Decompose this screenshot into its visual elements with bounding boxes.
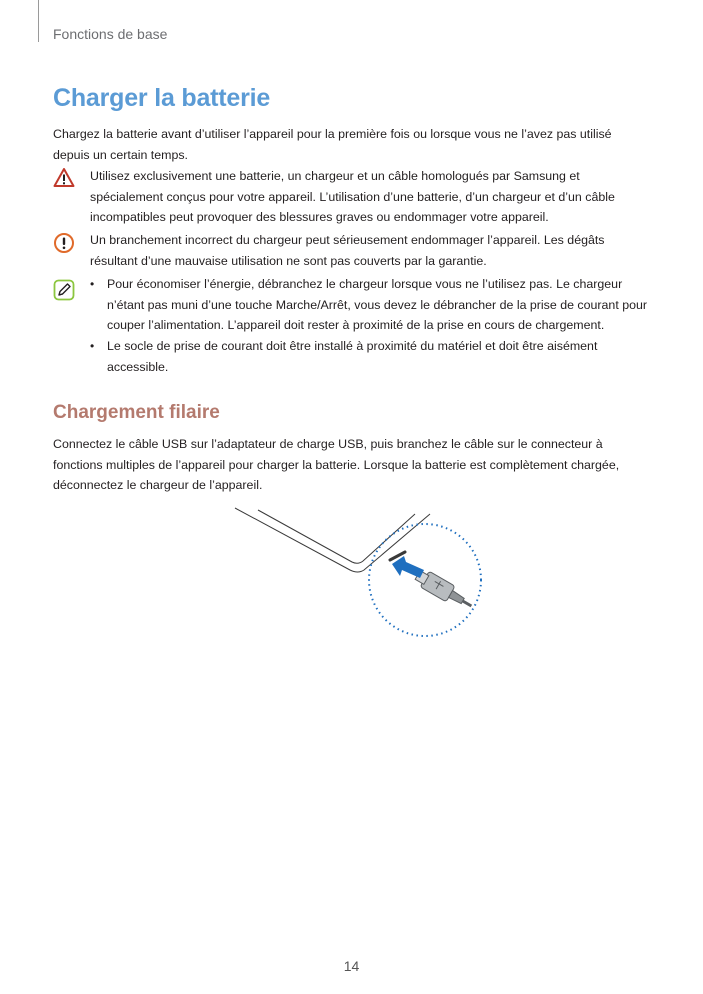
tip-bullet-text: Le socle de prise de courant doit être installé à proximité du matériel et doit être aisément accessible. — [107, 339, 598, 374]
section-title: Chargement filaire — [53, 402, 220, 423]
intro-paragraph: Chargez la batterie avant d’utiliser l’appareil pour la première fois ou lorsque vous ne l’avez pas utilisé depuis un certain temps. — [53, 127, 612, 162]
insert-arrow-icon — [392, 556, 424, 578]
tip-bullet-text: Pour économiser l’énergie, débranchez le chargeur lorsque vous ne l’utilisez pas. Le chargeur n’étant pas muni d’une touche Marche/Arrêt, vous devez le débrancher de la prise de courant pour couper l’alimentation. L’appareil doit rester à proximité de la prise en cours de chargement. — [107, 277, 648, 332]
bullet-marker: • — [90, 277, 95, 291]
charging-illustration — [230, 500, 500, 650]
note-pencil-icon — [53, 279, 75, 301]
running-header: Fonctions de base — [53, 26, 168, 42]
caution-exclamation-icon — [53, 232, 75, 254]
header-rule — [38, 0, 39, 42]
section-paragraph: Connectez le câble USB sur l’adaptateur de charge USB, puis branchez le câble sur le connecteur à fonctions multiples de l’appareil pour charger la batterie. Lorsque la batterie est complètement chargée, déconnectez le chargeur de l’appareil. — [53, 437, 620, 492]
warning-triangle-icon — [53, 167, 75, 189]
warning-text: Utilisez exclusivement une batterie, un chargeur et un câble homologués par Samsung et spécialement conçus pour votre appareil. L’utilisation d’une batterie, d’un chargeur et d’un câble incompatibles peut provoquer des blessures graves ou endommager votre appareil. — [90, 169, 615, 224]
caution-text: Un branchement incorrect du chargeur peut sérieusement endommager l’appareil. Les dégâts résultant d’une mauvaise utilisation ne sont pas couverts par la garantie. — [90, 233, 605, 268]
page-number: 14 — [343, 958, 360, 974]
usb-cable-icon — [413, 567, 476, 614]
bullet-marker: • — [90, 339, 95, 353]
page-title: Charger la batterie — [53, 84, 271, 112]
